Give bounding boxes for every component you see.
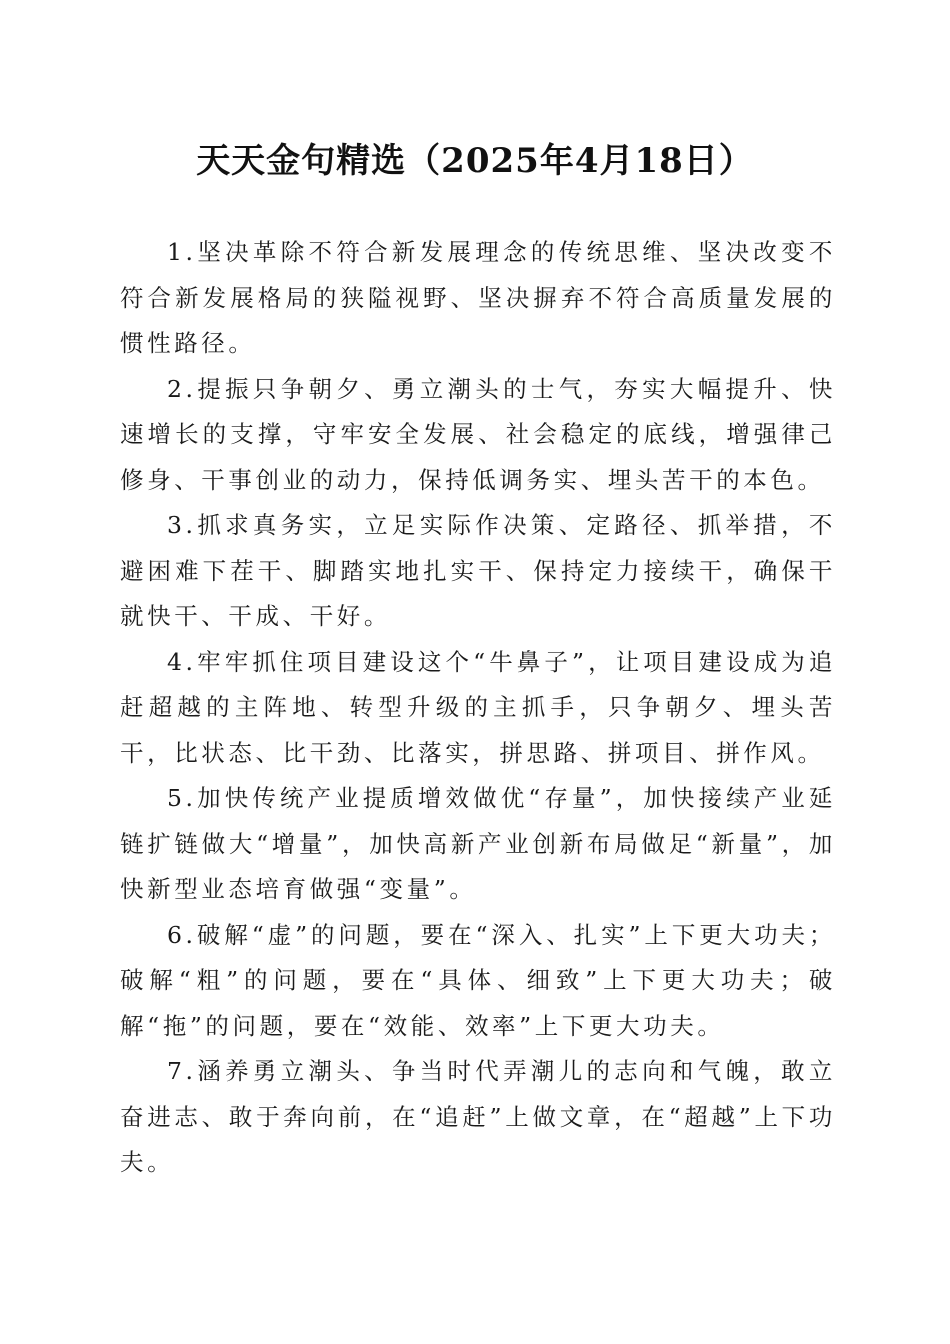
paragraph-6: 6.破解“虚”的问题，要在“深入、扎实”上下更大功夫；破解“粗”的问题，要在“具体、细致”上下更大功夫；破解“拖”的问题，要在“效能、效率”上下更大功夫。 <box>120 920 836 1040</box>
paragraph-2: 2.提振只争朝夕、勇立潮头的士气，夯实大幅提升、快速增长的支撑，守牢安全发展、社会稳定的底线，增强律己修身、干事创业的动力，保持低调务实、埋头苦干的本色。 <box>120 374 836 494</box>
paragraph-3: 3.抓求真务实，立足实际作决策、定路径、抓举措，不避困难下茬干、脚踏实地扎实干、保持定力接续干，确保干就快干、干成、干好。 <box>120 511 836 630</box>
page-title: 天天金句精选（2025年4月18日） <box>196 141 754 181</box>
paragraph-4: 4.牢牢抓住项目建设这个“牛鼻子”，让项目建设成为追赶超越的主阵地、转型升级的主抓手，只争朝夕、埋头苦干，比状态、比干劲、比落实，拼思路、拼项目、拼作风。 <box>120 647 836 767</box>
paragraph-7: 7.涵养勇立潮头、争当时代弄潮儿的志向和气魄，敢立奋进志、敢于奔向前，在“追赶”上做文章，在“超越”上下功夫。 <box>120 1057 836 1176</box>
paragraph-5: 5.加快传统产业提质增效做优“存量”，加快接续产业延链扩链做大“增量”，加快高新产业创新布局做足“新量”，加快新型业态培育做强“变量”。 <box>120 784 836 903</box>
paragraph-1: 1.坚决革除不符合新发展理念的传统思维、坚决改变不符合新发展格局的狭隘视野、坚决摒弃不符合高质量发展的惯性路径。 <box>120 238 836 357</box>
document-body <box>120 230 836 1186</box>
